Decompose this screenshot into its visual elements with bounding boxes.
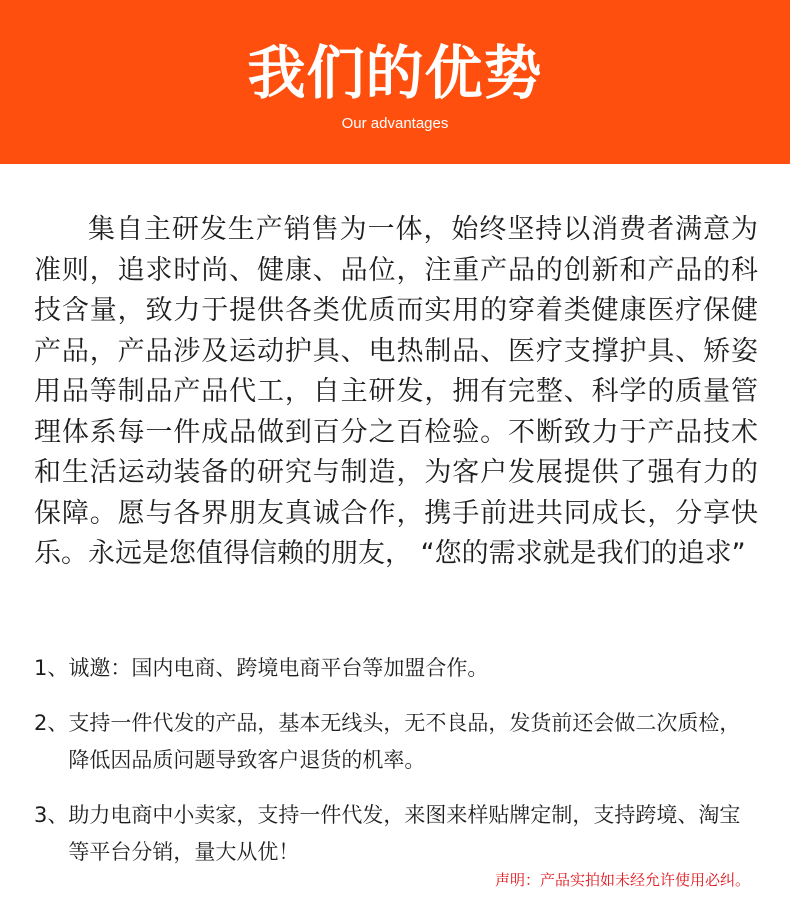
feature-number: 1、 — [34, 656, 69, 680]
feature-number: 2、 — [34, 711, 69, 735]
intro-paragraph: 集自主研发生产销售为一体，始终坚持以消费者满意为准则，追求时尚、健康、品位，注重产品的创新和产品的科技含量，致力于提供各类优质而实用的穿着类健康医疗保健产品，产品涉及运动护具、电热制品、医疗支撑护具、矫姿用品等制品产品代工，自主研发，拥有完整、科学的质量管理体系每一件成品做到百分之百检验。不断致力于产品技术和生活运动装备的研究与制造，为客户发展提供了强有力的保障。愿与各界朋友真诚合作，携手前进共同成长，分享快乐。永远是您值得信赖的朋友， “您的需求就是我们的追求” — [34, 214, 758, 569]
feature-text: 诚邀：国内电商、跨境电商平台等加盟合作。 — [68, 656, 489, 680]
disclaimer-note: 声明：产品实拍如未经允许使用必纠。 — [494, 871, 750, 889]
list-item — [34, 797, 754, 871]
feature-text: 支持一件代发的产品，基本无线头，无不良品，发货前还会做二次质检，降低因品质问题导致客户退货的机率。 — [68, 711, 741, 772]
list-item — [34, 650, 754, 687]
feature-text: 助力电商中小卖家，支持一件代发，来图来样贴牌定制，支持跨境、淘宝等平台分销，量大从优！ — [68, 803, 741, 864]
page-title: 我们的优势 — [247, 39, 543, 107]
list-item — [34, 705, 754, 779]
feature-list — [34, 650, 754, 889]
header-banner — [0, 0, 790, 164]
page-subtitle: Our advantages — [341, 115, 449, 132]
feature-number: 3、 — [34, 803, 69, 827]
